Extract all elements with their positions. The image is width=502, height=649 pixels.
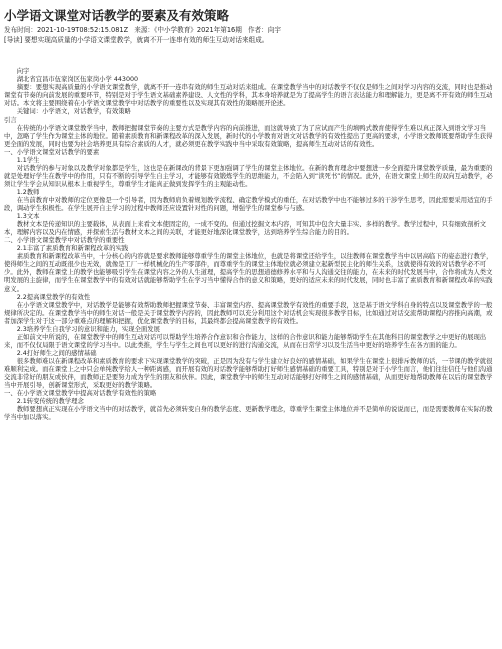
- article-body: [4, 60, 498, 422]
- subsection-heading: 1.2教师: [16, 188, 40, 196]
- body-paragraph: 在小学语文课堂教学中，对话教学是能够有效帮助教师把握课堂节奏、丰富课堂内容、提高课堂教学有效性的重要手段，这是基于语文学科自身的特点以及课堂教学的一般规律所决定的。在课堂教学当中的师生对话一般是关于课堂教学内容的，因此教师可以充分利用这个对话机会实现很多教学目标，比如通过对话交流帮助课程内容推向高潮，或者加深学生对于这一部分重难点的理解和把握，优化课堂教学的目标，其最终都会提高课堂教学的有效性。: [4, 301, 493, 325]
- section-heading: 二、小学语文课堂教学中对话教学的重要性: [4, 237, 125, 245]
- body-paragraph: 教材文本是传递知识的主要载体，从表面上来看文本使固定的，一成不变的。但通过挖掘文本内容，可知其中包含大量丰实、多样的教学。教学过程中，只有细致剖析文本，理解内容以及内在情感，并探索生活与教材文本之间的关联，才能更好地深化课堂教学，达到培养学生综合能力的目的。: [4, 221, 487, 237]
- body-paragraph: 摘要：要想实现高质量的小学语文课堂教学，就离不开一连串有效的师生互动对话来组成。在课堂教学当中的对话教学不仅仅是师生之间对学习内容的交流，同时也是推动课堂有节奏的向前发展的重要环节，特别是对于学生语文基础素养建设、人文性的学科，其本身培养就是为了提高学生的语言表达能力和理解能力，更是离不开有效的师生互动对话。本文将主要围绕着在小学语文课堂教学中对话教学的重要性以及实现其有效性的策略展开论述。: [4, 84, 493, 108]
- subsection-heading: 1.3文本: [16, 213, 40, 221]
- subsection-heading: 2.1丰富了素质教育和新课程改革的实践: [16, 245, 129, 253]
- subsection-heading: 2.2提高课堂教学的有效性: [16, 293, 91, 301]
- source-value: 《中小学教育》2021年第16期: [154, 26, 242, 34]
- body-paragraph: 教师要想真正实现在小学语文当中的对话教学，就首先必须转变自身的教学态度、更新教学理念，尊重学生课堂主体地位并不是简单的说说而已，而是需要教师在实际的教学当中加以落实。: [4, 406, 493, 422]
- article-title: 小学语文课堂对话教学的要素及有效策略: [4, 8, 230, 23]
- article-summary: [导读] 要想实现高质量的小学语文课堂教学，就离不开一连串有效的师生互动对话来组成。: [4, 35, 269, 44]
- published-value: 2021-10-19T08:52:15.081Z: [36, 26, 129, 34]
- author-line: 湖北省宜昌市伍家岗区伍家岗小学 443000: [16, 76, 139, 84]
- body-paragraph: 素质教育和新课程改革当中，十分核心的内容就是要求教师能够尊重学生的课堂主体地位，也就是将课堂还给学生，以往教师在课堂教学当中以居高临下的姿态进行教学，使得师生之间的互动既很少也无效，就像是工厂一样机械化的生产零部件，而尊重学生的课堂主体地位就必须建立起新型民主化的师生关系，这就使得有效的对话教学必不可少。此外，教师在课堂上的教学也能够吸引学生在课堂内容之外的人生道理，提高学生的思想道德修养水平和与人沟通交往的能力，在未来的时代发展当中，合作将成为人类文明发展的主旋律，而学生在课堂教学中的有效对话就能够帮助学生在学习当中懂得合作的意义和策略，更好的适应未来的时代发展，同时也丰富了素质教育和新课程改革的实践意义。: [4, 253, 493, 293]
- subsection-heading: 2.3培养学生自我学习的意识和能力，实现全面发展: [16, 325, 160, 333]
- article-meta: [4, 26, 498, 36]
- section-heading: 引言: [4, 116, 17, 124]
- source-label: 来源：: [134, 26, 155, 34]
- body-paragraph: 在传统的小学语文课堂教学当中，教师把握课堂节奏的主要方式是教学内容的向前推进，而这就导致了为了应试而产生的填鸭式教育使得学生难以真正深入到语文学习当中，忽略了学生作为课堂主体的地位。随着素质教育和新课程改革的深入发展，新时代的小学教育对语文对话教学的有效性提出了更高的要求，小学语文教师既要帮助学生获得更全面的发展，同时也要为社会培养更具有综合素质的人才，就必须更在教学实践中当中采取有效策略，提高师生互动对话的有效性。: [4, 124, 493, 148]
- section-heading: 一、在小学语文课堂教学中提高对话教学有效性的策略: [4, 390, 157, 398]
- subsection-heading: 1.1学生: [16, 156, 40, 164]
- blank-line: [4, 60, 498, 68]
- body-paragraph: 正如前文中所说的，在课堂教学中的师生互动对话可以帮助学生培养合作意识和合作能力，这样的合作意识和能力能够帮助学生在其他科目的课堂教学之中更好的展现出来，而不仅仅局限于语文课堂的学习当中。以此类推，学生与学生之间也可以更好的进行沟通交流，从而在日常学习以及生活当中更好的培养学生在各方面的能力。: [4, 333, 487, 349]
- author-line: 向宇: [16, 68, 30, 76]
- subsection-heading: 2.1转变传统的教学理念: [16, 398, 84, 406]
- author-label: 作者：: [247, 26, 268, 34]
- subsection-heading: 2.4打好师生之间的感情基础: [16, 349, 97, 357]
- body-paragraph: 关键词：小学语文，对话教学，有效策略: [16, 108, 131, 116]
- body-paragraph: 对话教学的参与对象以及教学对象都是学生，这也是在新课改的背景下更加强调了学生的课堂主体地位。在新的教育理念中要想进一步全面提升课堂教学质量，最为重要的就是处理好学生在教学中的作用，只有不断的引导学生自主学习，才能够有效锻炼学生的思维能力，不会陷入到“读死书”的情况。此外，在语文课堂上师生的双向互动教学，必须让学生学会从知识从根本上重视学生，尊重学生才能真正做到发挥学生的主观能动性。: [4, 164, 493, 188]
- body-paragraph: 很多教师难以在新课程改革和素质教育的要求下实现课堂教学的突破，正是因为没有与学生建立好良好的感情基础，如果学生在课堂上很排斥教师的话，一节课的教学就很难顺利完成。而在课堂上之中只会单纯教学给人一种距离感，而开展有效的对话教学能够帮助打好师生感情基础的重要工具，特别是对于小学生而言，他们往往信任与他们沟通交流非常好的朋友或伙伴，而教师正是要努力成为学生的朋友和伙伴。因此，课堂教学中的师生互动对话能够打好师生之间的感情基础，从而更好地帮助教师在以后的课堂教学当中开展引导，创新课堂形式，采取更好的教学策略。: [4, 357, 493, 390]
- section-heading: 一、小学语文课堂对话教学的要素: [4, 148, 100, 156]
- body-paragraph: 在当前教育中对教师的定位更像是一个引导者，因为教师肩负着规划教学流程、确定教学模式的重任，在对话教学中也不能够过多的干涉学生思考，因此需要采用适宜的手段，调动学生积极性。在学生展开自主学习的过程中教师还应设置针对性的问题，增强学生的课堂参与与感。: [4, 196, 493, 213]
- author-value: 向宇: [267, 26, 281, 34]
- published-label: 发布时间：: [4, 26, 37, 34]
